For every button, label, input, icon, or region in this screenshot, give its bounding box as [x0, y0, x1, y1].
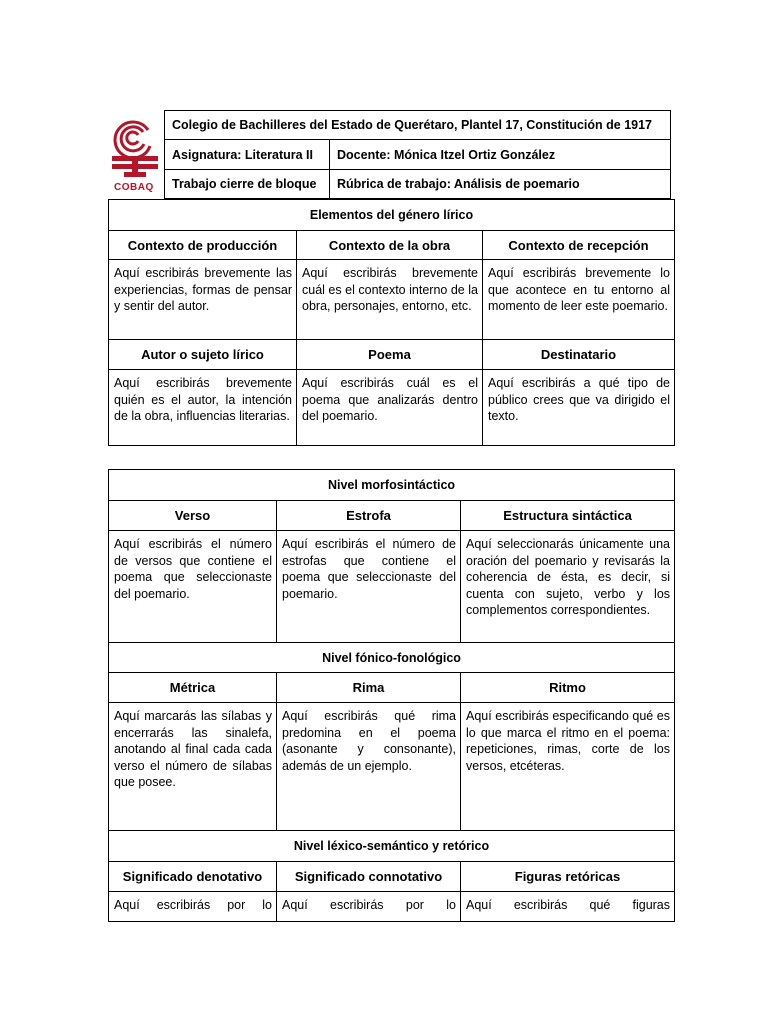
column-header: Verso [109, 501, 277, 531]
subject-label: Asignatura: Literatura II [165, 140, 330, 170]
section-title: Nivel morfosintáctico [109, 470, 675, 501]
cobaq-logo [110, 116, 160, 198]
column-header: Destinatario [483, 340, 675, 370]
rubric-label: Rúbrica de trabajo: Análisis de poemario [330, 170, 671, 199]
column-header: Poema [297, 340, 483, 370]
instruction-cell: Aquí escribirás por lo [109, 892, 277, 922]
section-title: Nivel léxico-semántico y retórico [109, 831, 675, 862]
instruction-cell: Aquí escribirás especificando qué es lo que marca el ritmo en el poema: repeticiones, rimas, corte de los versos, etcéteras. [461, 703, 675, 831]
section-title: Elementos del género lírico [109, 200, 675, 231]
column-header: Significado connotativo [277, 862, 461, 892]
instruction-cell: Aquí escribirás brevemente lo que acontece en tu entorno al momento de leer este poemario. [483, 260, 675, 340]
section-title: Nivel fónico-fonológico [109, 643, 675, 673]
column-header: Estructura sintáctica [461, 501, 675, 531]
teacher-label: Docente: Mónica Itzel Ortiz González [330, 140, 671, 170]
column-header: Ritmo [461, 673, 675, 703]
instruction-cell: Aquí seleccionarás únicamente una oración del poemario y revisarás la coherencia de ésta, es decir, si cuenta con sujeto, verbo y los complementos correspondientes. [461, 531, 675, 643]
column-header: Figuras retóricas [461, 862, 675, 892]
column-header: Contexto de producción [109, 231, 297, 260]
column-header: Contexto de recepción [483, 231, 675, 260]
instruction-cell: Aquí marcarás las sílabas y encerrarás las sinalefa, anotando al final cada cada verso el número de sílabas que posee. [109, 703, 277, 831]
instruction-cell: Aquí escribirás brevemente quién es el autor, la intención de la obra, influencias literarias. [109, 370, 297, 446]
instruction-cell: Aquí escribirás por lo [277, 892, 461, 922]
column-header: Autor o sujeto lírico [109, 340, 297, 370]
header-table [164, 110, 671, 199]
lyric-elements-table [108, 199, 675, 446]
column-header: Métrica [109, 673, 277, 703]
instruction-cell: Aquí escribirás brevemente cuál es el contexto interno de la obra, personajes, entorno, etc. [297, 260, 483, 340]
column-header: Contexto de la obra [297, 231, 483, 260]
logo-wordmark: COBAQ [114, 182, 154, 193]
instruction-cell: Aquí escribirás qué figuras [461, 892, 675, 922]
school-name: Colegio de Bachilleres del Estado de Querétaro, Plantel 17, Constitución de 1917 [165, 111, 671, 140]
instruction-cell: Aquí escribirás el número de estrofas que contiene el poema que seleccionaste del poemario. [277, 531, 461, 643]
cobaq-emblem-icon [110, 116, 160, 186]
instruction-cell: Aquí escribirás qué rima predomina en el poema (asonante y consonante), además de un ejemplo. [277, 703, 461, 831]
instruction-cell: Aquí escribirás el número de versos que contiene el poema que seleccionaste del poemario. [109, 531, 277, 643]
column-header: Rima [277, 673, 461, 703]
column-header: Significado denotativo [109, 862, 277, 892]
analysis-levels-table [108, 469, 675, 922]
column-header: Estrofa [277, 501, 461, 531]
instruction-cell: Aquí escribirás a qué tipo de público crees que va dirigido el texto. [483, 370, 675, 446]
instruction-cell: Aquí escribirás brevemente las experiencias, formas de pensar y sentir del autor. [109, 260, 297, 340]
work-label: Trabajo cierre de bloque [165, 170, 330, 199]
instruction-cell: Aquí escribirás cuál es el poema que analizarás dentro del poemario. [297, 370, 483, 446]
